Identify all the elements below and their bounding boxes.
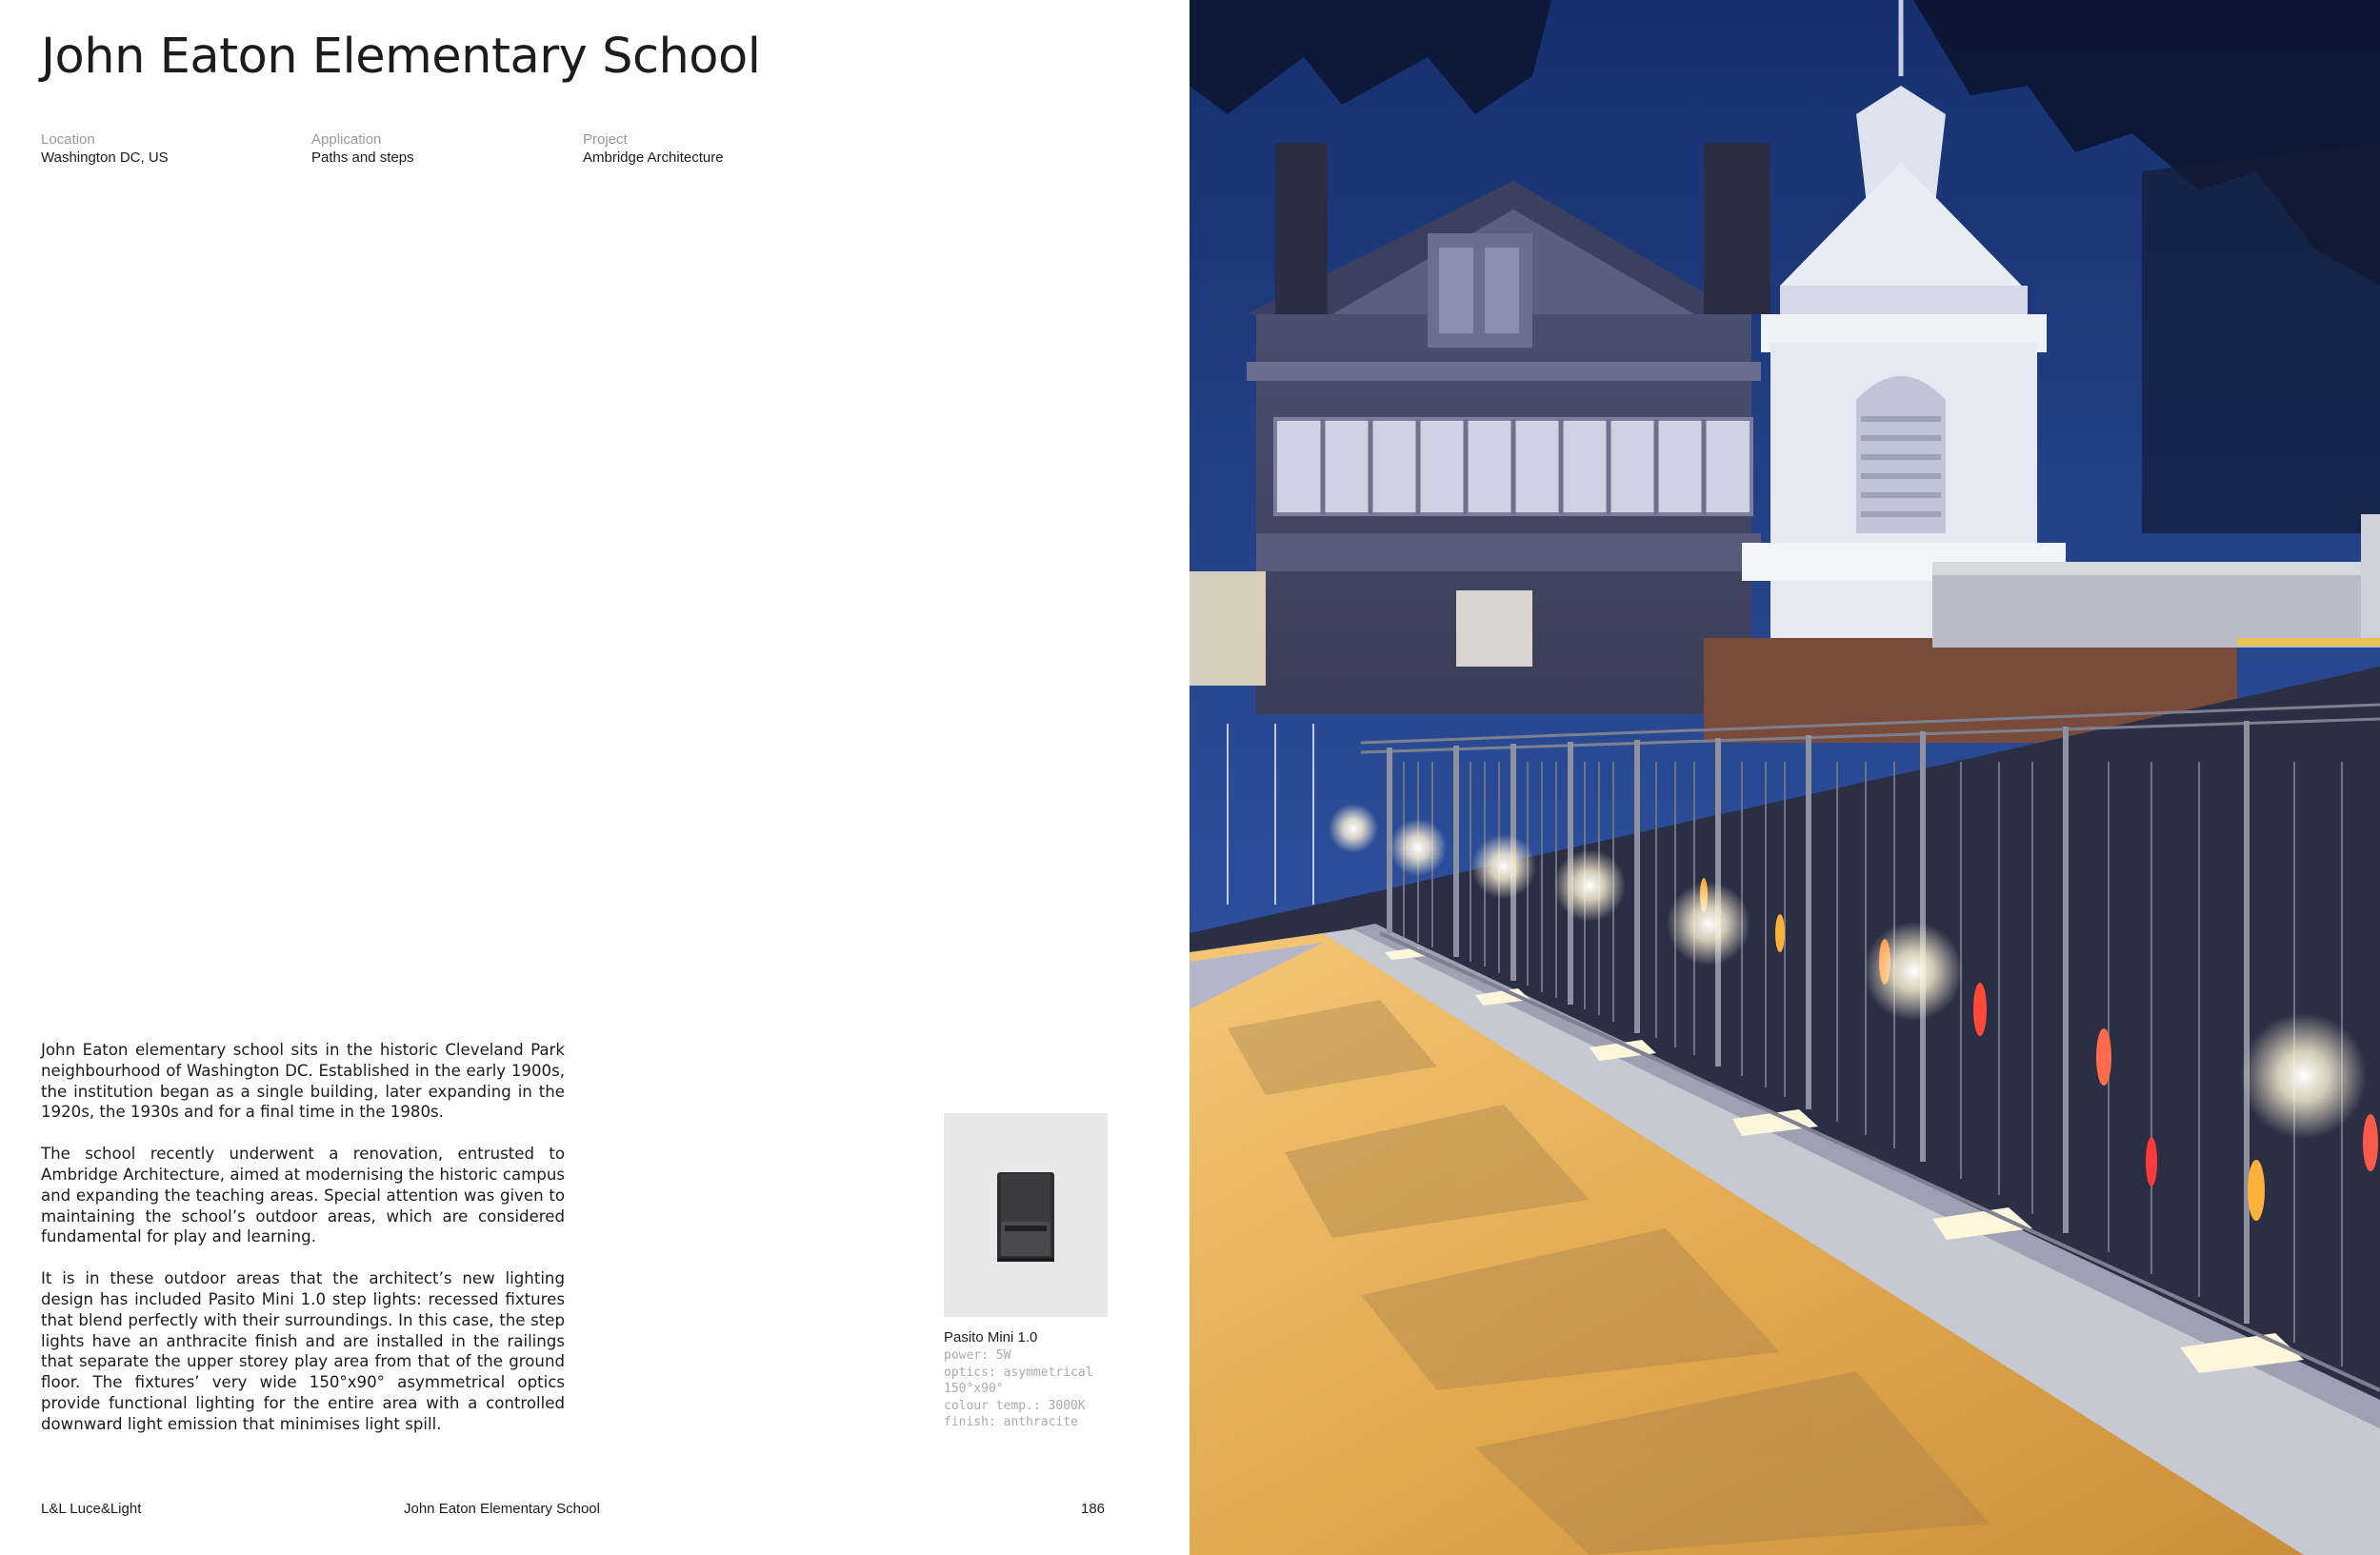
product-specs: [944, 1347, 1093, 1431]
page-title: John Eaton Elementary School: [41, 29, 761, 85]
body-paragraph: It is in these outdoor areas that the architect’s new lighting design has included Pasito Mini 1.0 step lights: recessed fixtures that blend perfectly with their surroundings. In this case, the step lights have an anthracite finish and are installed in the railings that separate the upper storey play area from that of the ground floor. The fixtures’ very wide 150°x90° asymmetrical optics provide functional lighting for the entire area with a controlled downward light emission that minimises light spill.: [41, 1269, 565, 1433]
page-number: 186: [1081, 1501, 1106, 1517]
meta-location-value: Washington DC, US: [41, 150, 169, 166]
meta-project-value: Ambridge Architecture: [583, 150, 724, 166]
product-name: Pasito Mini 1.0: [944, 1329, 1038, 1346]
product-image: [944, 1113, 1108, 1317]
meta-application: [311, 130, 414, 167]
spec-angle: 150°x90°: [944, 1382, 1004, 1396]
meta-location: [41, 130, 169, 167]
body-paragraph: The school recently underwent a renovation, entrusted to Ambridge Architecture, aimed at modernising the historic campus and expanding the teaching areas. Special attention was given to maintaining the school’s outdoor areas, which are considered fundamental for play and learning.: [41, 1145, 565, 1246]
spec-finish: finish: anthracite: [944, 1415, 1078, 1429]
meta-application-value: Paths and steps: [311, 150, 414, 166]
meta-application-label: Application: [311, 131, 382, 148]
meta-project: [583, 130, 724, 167]
footer-brand: L&L Luce&Light: [41, 1501, 142, 1517]
spec-power: power: 5W: [944, 1348, 1011, 1363]
footer-title: John Eaton Elementary School: [404, 1501, 600, 1517]
body-paragraph: John Eaton elementary school sits in the historic Cleveland Park neighbourhood of Washington DC. Established in the early 1900s, the institution began as a single building, later expanding in the 1920s, the 1930s and for a final time in the 1980s.: [41, 1041, 565, 1122]
step-light-fixture-icon: [944, 1113, 1108, 1317]
article-body: [41, 1040, 565, 1456]
meta-location-label: Location: [41, 131, 95, 148]
meta-project-label: Project: [583, 131, 628, 148]
spec-optics: optics: asymmetrical: [944, 1365, 1093, 1380]
school-night-photo: [1190, 0, 2380, 1555]
spec-colour-temp: colour temp.: 3000K: [944, 1398, 1086, 1413]
